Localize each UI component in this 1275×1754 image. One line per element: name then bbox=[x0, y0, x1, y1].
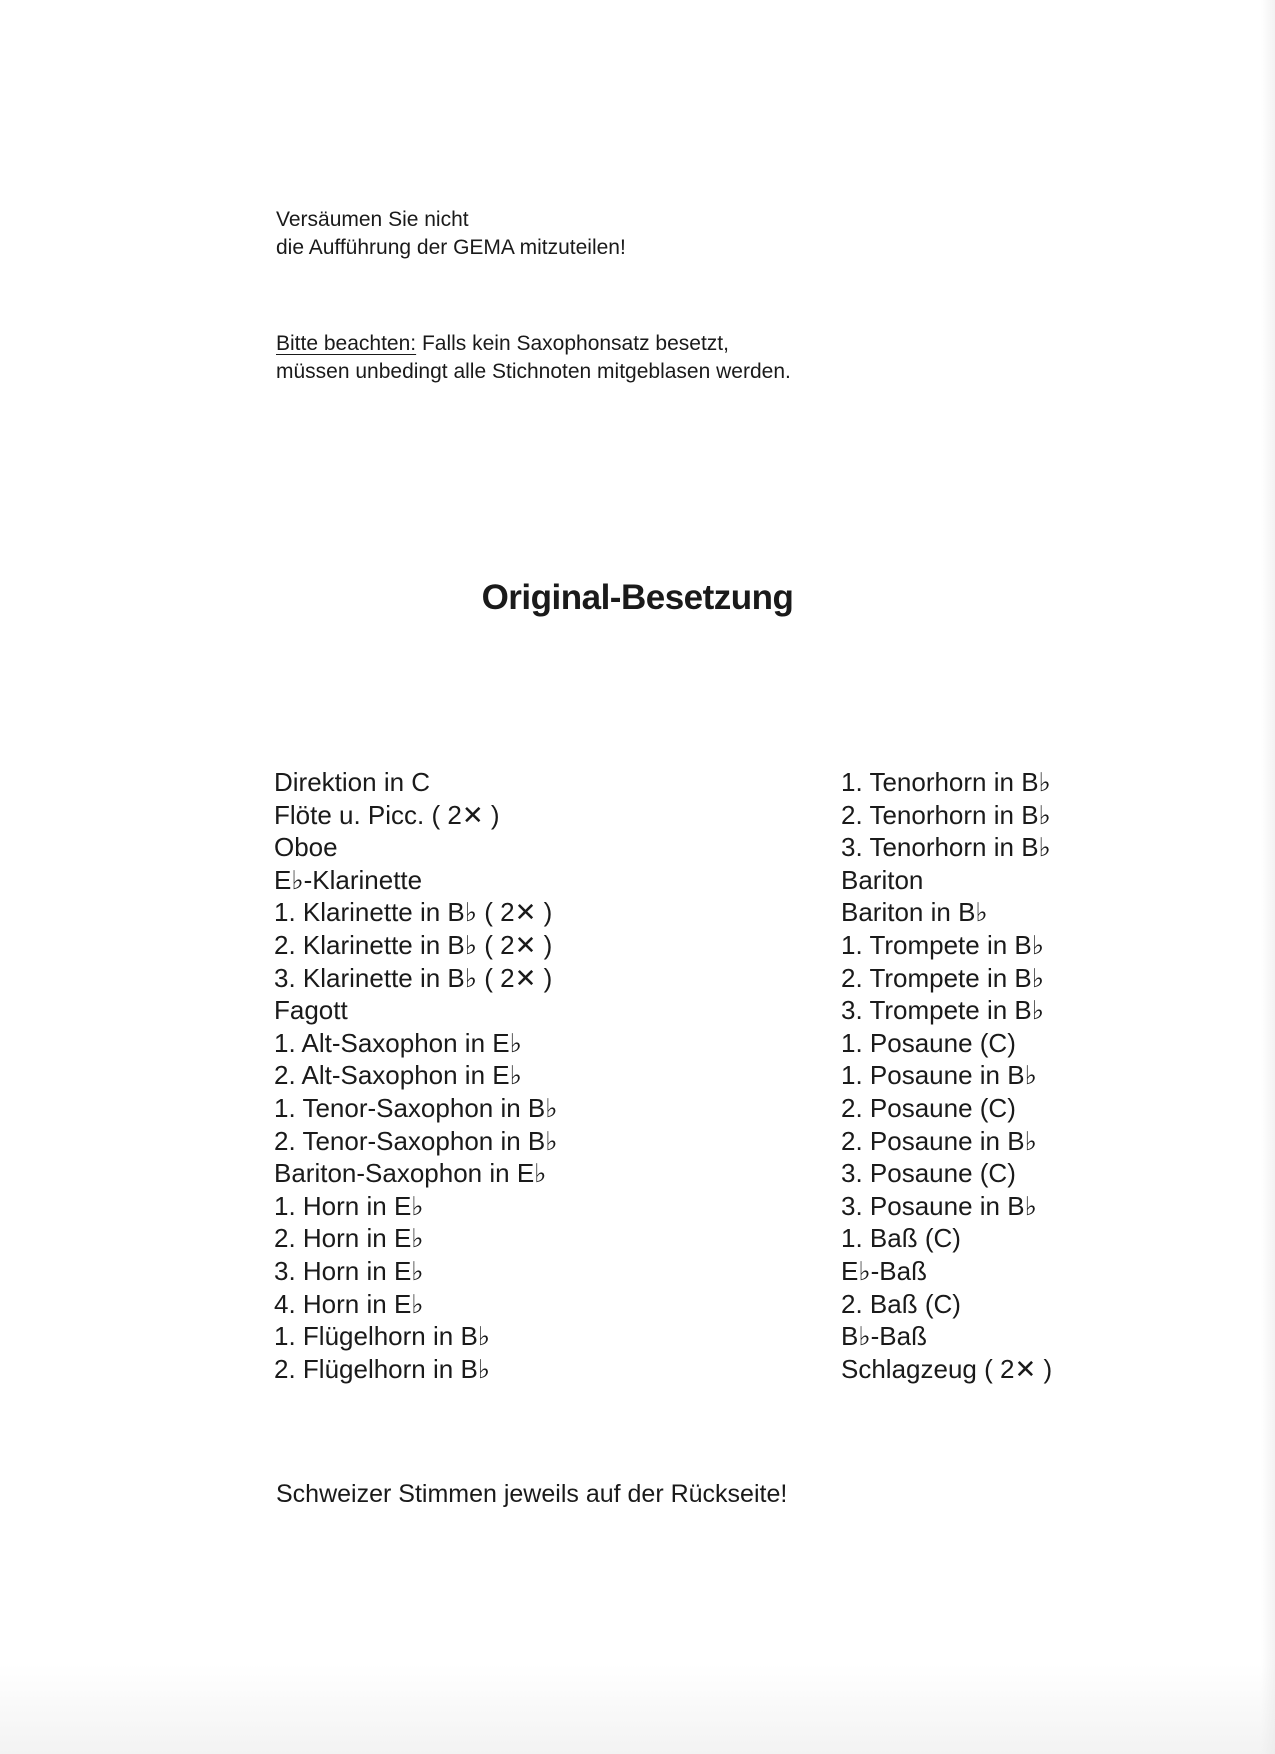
instrument-list-left bbox=[274, 766, 558, 1385]
instrument-item: 1. Posaune in B♭ bbox=[841, 1060, 1037, 1091]
instrument-item: B♭-Baß bbox=[841, 1321, 927, 1352]
instrument-item: 1. Horn in E♭ bbox=[274, 1190, 424, 1221]
instrument-item: 1. Alt-Saxophon in E♭ bbox=[274, 1027, 522, 1058]
instrument-item: Bariton-Saxophon in E♭ bbox=[274, 1158, 547, 1189]
instrument-item: 3. Posaune (C) bbox=[841, 1158, 1016, 1189]
gema-notice-line-2: die Aufführung der GEMA mitzuteilen! bbox=[276, 236, 626, 259]
saxophone-note-line-2: müssen unbedingt alle Stichnoten mitgeblasen werden. bbox=[276, 360, 791, 383]
instrument-item: 4. Horn in E♭ bbox=[274, 1288, 424, 1319]
note-label: Bitte beachten: bbox=[276, 332, 417, 355]
instrument-item: Flöte u. Picc. ( 2✕ ) bbox=[274, 799, 500, 830]
gema-notice-line-1: Versäumen Sie nicht bbox=[276, 208, 469, 231]
instrument-item: Schlagzeug ( 2✕ ) bbox=[841, 1353, 1053, 1384]
instrument-item: 3. Posaune in B♭ bbox=[841, 1190, 1037, 1221]
instrument-item: 1. Baß (C) bbox=[841, 1223, 961, 1254]
instrument-item: 2. Tenor-Saxophon in B♭ bbox=[274, 1125, 558, 1156]
instrument-list-right bbox=[841, 766, 1052, 1385]
instrument-item: 2. Posaune in B♭ bbox=[841, 1125, 1037, 1156]
instrument-item: Direktion in C bbox=[274, 767, 431, 797]
instrument-item: E♭-Baß bbox=[841, 1255, 927, 1286]
instrument-item: 1. Flügelhorn in B♭ bbox=[274, 1321, 491, 1352]
footer-note: Schweizer Stimmen jeweils auf der Rückseite! bbox=[276, 1480, 788, 1508]
page-title: Original-Besetzung bbox=[481, 578, 794, 617]
instrument-item: 1. Trompete in B♭ bbox=[841, 929, 1045, 960]
instrument-item: 2. Flügelhorn in B♭ bbox=[274, 1353, 491, 1384]
instrument-item: 1. Tenor-Saxophon in B♭ bbox=[274, 1092, 558, 1123]
instrument-item: E♭-Klarinette bbox=[274, 864, 423, 895]
instrument-item: Fagott bbox=[274, 995, 348, 1026]
instrument-item: 3. Tenorhorn in B♭ bbox=[841, 832, 1051, 863]
instrument-item: 2. Tenorhorn in B♭ bbox=[841, 799, 1051, 830]
scan-edge bbox=[1261, 0, 1275, 1754]
instrument-item: 3. Horn in E♭ bbox=[274, 1255, 424, 1286]
instrument-item: 2. Klarinette in B♭ ( 2✕ ) bbox=[274, 929, 553, 960]
instrument-item: 2. Baß (C) bbox=[841, 1288, 961, 1319]
saxophone-note bbox=[276, 330, 791, 386]
instrument-item: Bariton in B♭ bbox=[841, 897, 988, 928]
instrument-item: 1. Posaune (C) bbox=[841, 1027, 1016, 1058]
instrument-item: 2. Horn in E♭ bbox=[274, 1223, 424, 1254]
instrument-item: Bariton bbox=[841, 864, 924, 895]
scan-shadow bbox=[0, 1664, 1275, 1754]
saxophone-note-line-1 bbox=[276, 330, 791, 358]
instrument-item: 3. Klarinette in B♭ ( 2✕ ) bbox=[274, 962, 553, 993]
instrument-item: 1. Klarinette in B♭ ( 2✕ ) bbox=[274, 897, 553, 928]
instrument-item: 3. Trompete in B♭ bbox=[841, 995, 1045, 1026]
gema-notice bbox=[276, 206, 626, 262]
instrument-item: 2. Trompete in B♭ bbox=[841, 962, 1045, 993]
instrument-item: 2. Alt-Saxophon in E♭ bbox=[274, 1060, 522, 1091]
instrument-item: Oboe bbox=[274, 832, 338, 863]
note-text-1: Falls kein Saxophonsatz besetzt, bbox=[416, 332, 729, 355]
instrument-item: 2. Posaune (C) bbox=[841, 1092, 1016, 1123]
instrument-item: 1. Tenorhorn in B♭ bbox=[841, 767, 1051, 797]
